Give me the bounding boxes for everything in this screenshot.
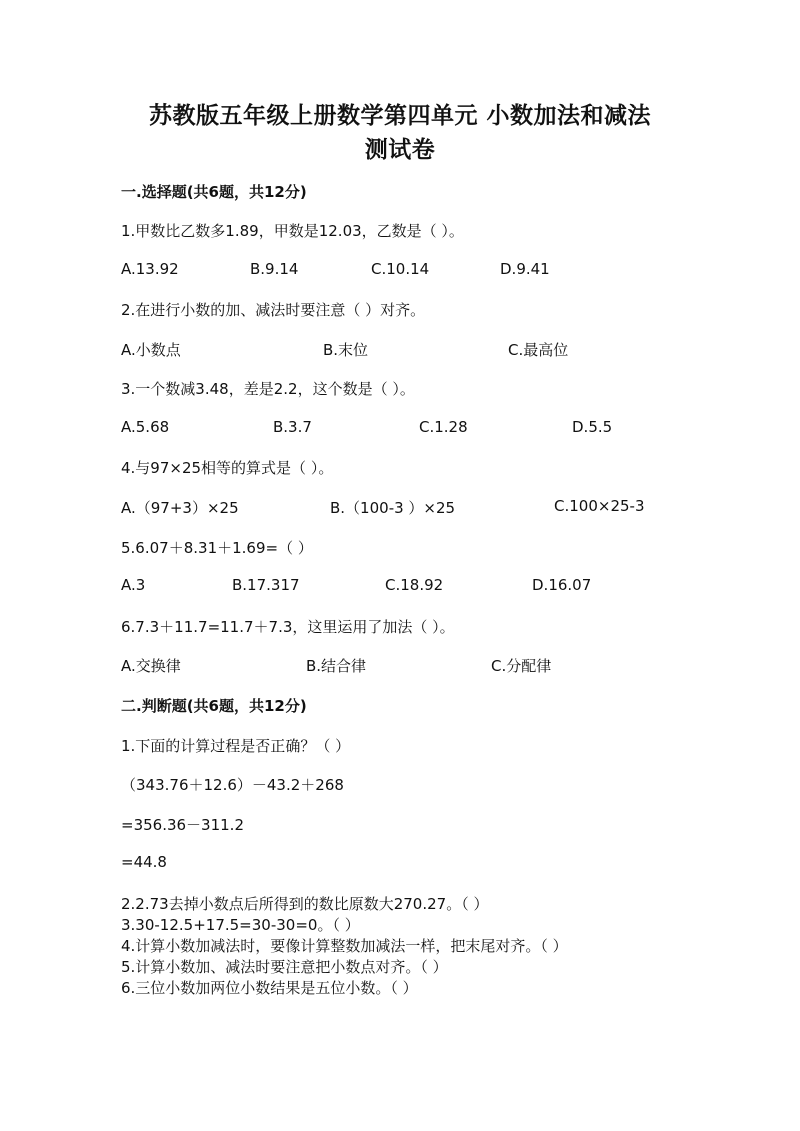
judge-question-2: 2.2.73去掉小数点后所得到的数比原数大270.27。（ ）: [121, 895, 489, 913]
q5-option-c: C.18.92: [385, 576, 444, 594]
q2-option-c: C.最高位: [508, 341, 569, 359]
question-4: 4.与97×25相等的算式是（ ）。: [121, 459, 334, 477]
section-heading-judgement: 二.判断题(共6题，共12分): [121, 697, 307, 715]
judge-question-3: 3.30-12.5+17.5=30-30=0。（ ）: [121, 916, 360, 934]
judge-question-6: 6.三位小数加两位小数结果是五位小数。（ ）: [121, 979, 418, 997]
judge-question-5: 5.计算小数加、减法时要注意把小数点对齐。（ ）: [121, 958, 448, 976]
q4-option-c: C.100×25-3: [554, 497, 645, 515]
page-title-line2: 测试卷: [364, 136, 436, 163]
question-6: 6.7.3＋11.7=11.7＋7.3，这里运用了加法（ ）。: [121, 618, 455, 636]
q1-option-b: B.9.14: [250, 260, 299, 278]
q1-option-d: D.9.41: [500, 260, 550, 278]
question-3: 3.一个数减3.48，差是2.2，这个数是（ ）。: [121, 380, 415, 398]
q5-option-b: B.17.317: [232, 576, 300, 594]
question-5: 5.6.07＋8.31＋1.69=（ ）: [121, 539, 313, 557]
question-2: 2.在进行小数的加、减法时要注意（ ）对齐。: [121, 301, 426, 319]
q4-option-a: A.（97+3）×25: [121, 499, 239, 517]
question-1: 1.甲数比乙数多1.89，甲数是12.03，乙数是（ ）。: [121, 222, 464, 240]
judge-q1-step-3: =44.8: [121, 853, 167, 871]
judge-question-1: 1.下面的计算过程是否正确？（ ）: [121, 737, 351, 755]
judge-q1-step-2: =356.36－311.2: [121, 816, 244, 834]
q5-option-a: A.3: [121, 576, 146, 594]
q5-option-d: D.16.07: [532, 576, 592, 594]
q1-option-c: C.10.14: [371, 260, 430, 278]
q6-option-c: C.分配律: [491, 657, 552, 675]
q6-option-b: B.结合律: [306, 657, 367, 675]
section-heading-choice: 一.选择题(共6题，共12分): [121, 183, 307, 201]
q3-option-c: C.1.28: [419, 418, 468, 436]
q3-option-b: B.3.7: [273, 418, 312, 436]
judge-q1-step-1: （343.76＋12.6）－43.2＋268: [121, 776, 344, 794]
q2-option-a: A.小数点: [121, 341, 181, 359]
q6-option-a: A.交换律: [121, 657, 181, 675]
q2-option-b: B.末位: [323, 341, 369, 359]
page-title: 苏教版五年级上册数学第四单元 小数加法和减法: [148, 102, 651, 129]
q4-option-b: B.（100-3 ）×25: [330, 499, 456, 517]
judge-question-4: 4.计算小数加减法时，要像计算整数加减法一样，把末尾对齐。（ ）: [121, 937, 568, 955]
q3-option-a: A.5.68: [121, 418, 170, 436]
q3-option-d: D.5.5: [572, 418, 613, 436]
q1-option-a: A.13.92: [121, 260, 179, 278]
